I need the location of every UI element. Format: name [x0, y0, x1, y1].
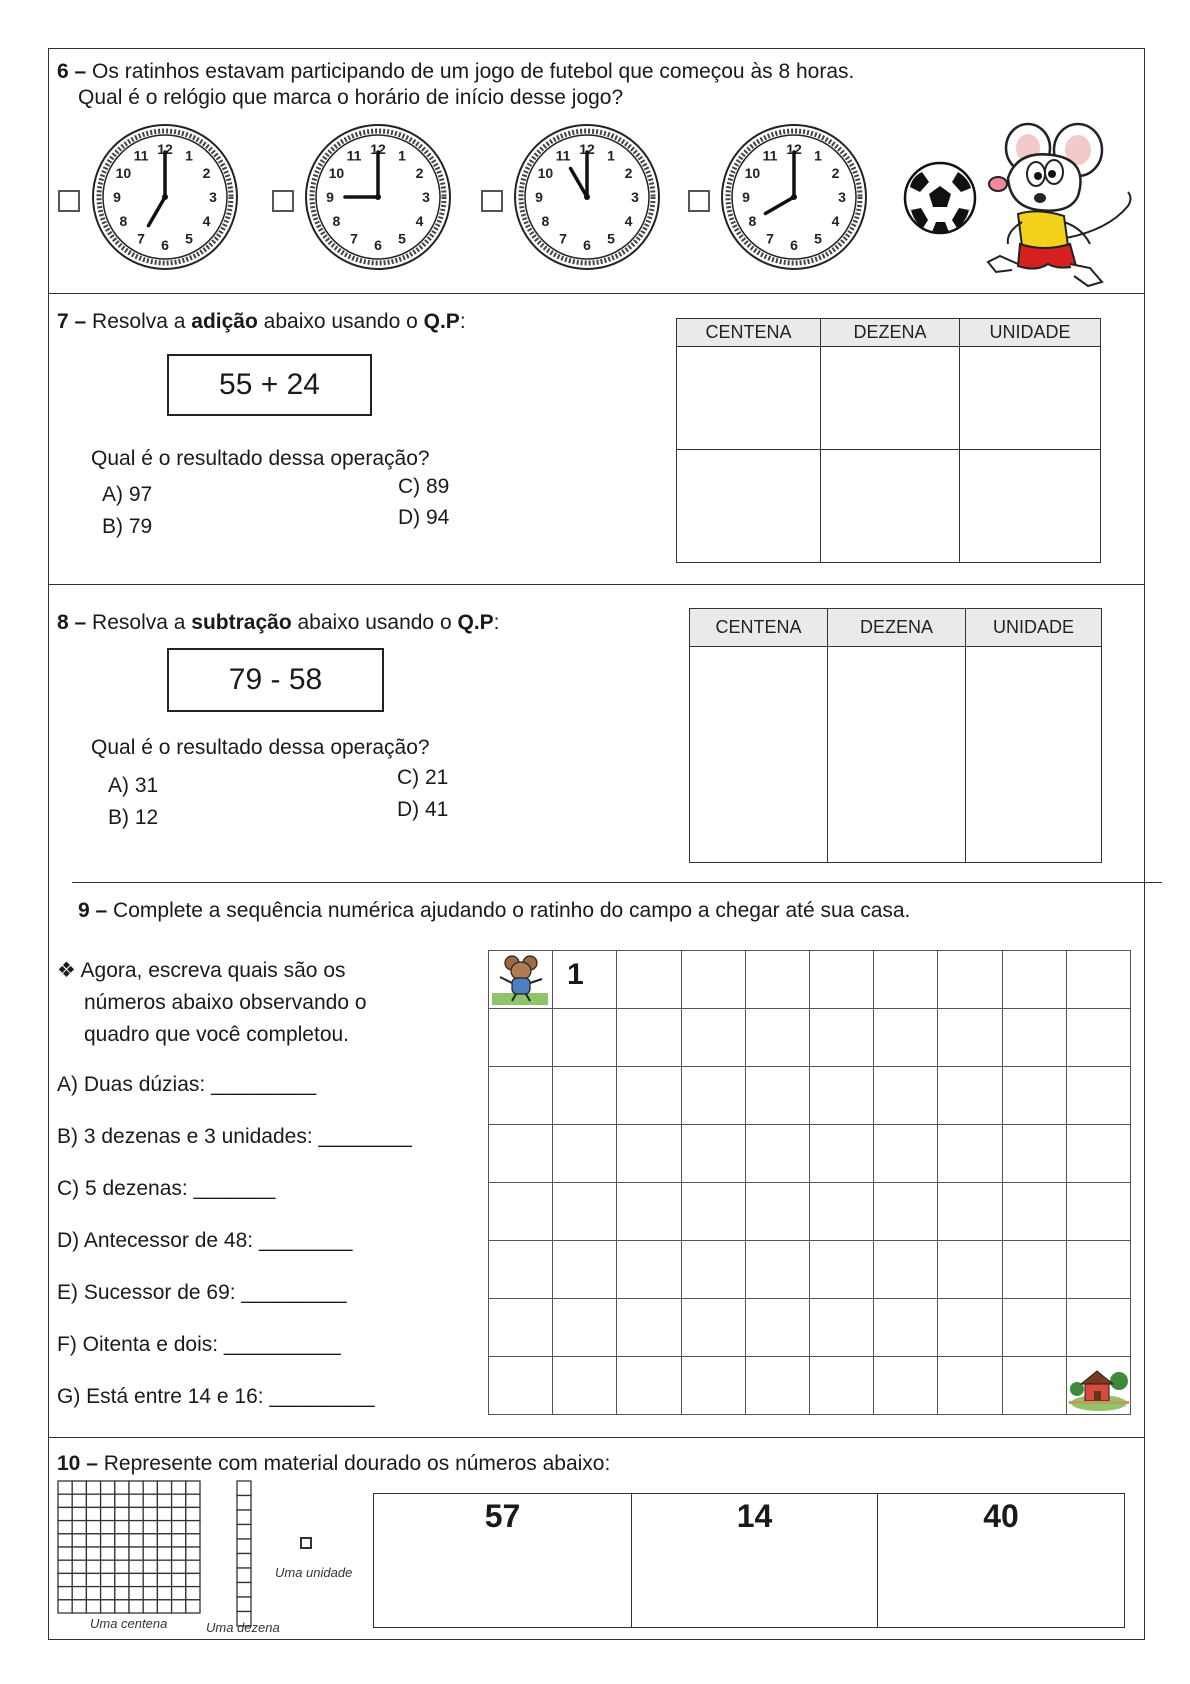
clock-numeral: 7 — [350, 230, 358, 247]
q7-option-d[interactable]: D) 94 — [398, 506, 450, 529]
grid-cell[interactable] — [617, 1183, 681, 1241]
q9-intro-line-2: números abaixo observando o — [84, 991, 367, 1014]
label-dezena: Uma dezena — [206, 1620, 280, 1635]
q10-number-cell[interactable] — [632, 1494, 878, 1628]
grid-cell[interactable] — [809, 1125, 873, 1183]
q8-header-unidade: UNIDADE — [966, 609, 1102, 647]
clock-numeral: 4 — [624, 213, 633, 229]
grid-cell[interactable] — [874, 1241, 938, 1299]
q9-intro-line-1: ❖ Agora, escreva quais são os — [57, 959, 346, 982]
grid-cell[interactable] — [809, 1357, 873, 1415]
grid-cell[interactable] — [874, 1009, 938, 1067]
grid-cell[interactable] — [489, 1299, 553, 1357]
q9-item-g[interactable]: G) Está entre 14 e 16: _________ — [57, 1385, 375, 1408]
grid-cell[interactable] — [938, 1125, 1002, 1183]
clock-numeral: 3 — [209, 189, 217, 205]
q8-header-dezena: DEZENA — [828, 609, 966, 647]
grid-cell[interactable] — [745, 1241, 809, 1299]
grid-cell[interactable] — [809, 1009, 873, 1067]
hundred-block-icon — [58, 1481, 200, 1613]
q8-place-value-table — [689, 608, 1102, 863]
clock-numeral: 1 — [607, 147, 615, 164]
clock-numeral: 2 — [624, 165, 633, 181]
grid-cell[interactable] — [489, 1241, 553, 1299]
grid-cell[interactable] — [1066, 1183, 1130, 1241]
q6-question: Qual é o relógio que marca o horário de início desse jogo? — [78, 86, 624, 109]
clock-numeral: 6 — [790, 237, 798, 253]
clock-numeral: 5 — [814, 230, 822, 247]
q6-option-checkbox-2[interactable] — [272, 190, 294, 212]
clock-numeral: 8 — [119, 213, 128, 229]
grid-cell[interactable] — [745, 1009, 809, 1067]
clock-4 — [719, 122, 869, 272]
clock-numeral: 1 — [814, 147, 822, 164]
unit-cube-icon — [300, 1537, 312, 1549]
q7-cell[interactable] — [677, 347, 821, 450]
clock-numeral: 5 — [607, 230, 615, 247]
field-mouse-icon — [492, 953, 548, 1005]
grid-cell[interactable] — [1066, 1299, 1130, 1357]
q10-number-cell[interactable] — [374, 1494, 632, 1628]
q6-statement: 6 – Os ratinhos estavam participando de um jogo de futebol que começou às 8 horas. — [57, 60, 855, 83]
divider — [48, 293, 1145, 294]
q7-cell[interactable] — [821, 450, 960, 563]
grid-cell[interactable] — [938, 1067, 1002, 1125]
grid-cell[interactable] — [1002, 1125, 1066, 1183]
grid-cell[interactable] — [681, 1357, 745, 1415]
q7-header-centena: CENTENA — [677, 319, 821, 347]
clock-numeral: 3 — [631, 189, 639, 205]
q8-expression-box: 79 - 58 — [167, 648, 384, 712]
q9-intro-line-3: quadro que você completou. — [84, 1023, 350, 1046]
q10-statement: 10 – Represente com material dourado os números abaixo: — [57, 1452, 611, 1475]
grid-cell[interactable] — [553, 1241, 617, 1299]
grid-cell[interactable] — [874, 951, 938, 1009]
clock-numeral: 1 — [185, 147, 193, 164]
grid-cell[interactable] — [617, 1125, 681, 1183]
q8-statement: 8 – Resolva a subtração abaixo usando o Q.P: — [57, 611, 500, 634]
q10-number: 40 — [983, 1498, 1019, 1534]
clock-numeral: 2 — [202, 165, 211, 181]
grid-cell[interactable] — [681, 1299, 745, 1357]
q9-item-c[interactable]: C) 5 dezenas: _______ — [57, 1177, 276, 1200]
grid-cell[interactable] — [553, 1067, 617, 1125]
q7-option-b[interactable]: B) 79 — [102, 515, 153, 538]
grid-cell[interactable] — [553, 1183, 617, 1241]
grid-cell[interactable] — [1002, 951, 1066, 1009]
q7-cell[interactable] — [960, 347, 1101, 450]
grid-cell[interactable] — [617, 1067, 681, 1125]
clock-numeral: 10 — [328, 165, 345, 181]
grid-cell[interactable] — [874, 1183, 938, 1241]
grid-start-number: 1 — [567, 958, 584, 991]
grid-cell[interactable] — [1002, 1357, 1066, 1415]
grid-cell[interactable] — [938, 1183, 1002, 1241]
grid-cell[interactable] — [745, 1299, 809, 1357]
clock-numeral: 8 — [541, 213, 550, 229]
q8-option-a[interactable]: A) 31 — [108, 774, 159, 797]
clock-numeral: 6 — [374, 237, 382, 253]
grid-cell[interactable] — [745, 1183, 809, 1241]
grid-cell[interactable] — [553, 1357, 617, 1415]
clock-numeral: 5 — [398, 230, 406, 247]
number-sequence-grid — [488, 950, 1131, 1415]
grid-cell[interactable] — [938, 951, 1002, 1009]
q10-number: 14 — [736, 1498, 773, 1534]
q8-option-b[interactable]: B) 12 — [108, 806, 159, 829]
grid-cell[interactable] — [489, 1009, 553, 1067]
q8-cell[interactable] — [828, 647, 966, 863]
q7-header-dezena: DEZENA — [821, 319, 960, 347]
q8-option-c[interactable]: C) 21 — [397, 766, 449, 789]
grid-cell[interactable] — [809, 1067, 873, 1125]
grid-cell[interactable] — [617, 1241, 681, 1299]
clock-numeral: 12 — [157, 141, 173, 157]
clock-numeral: 4 — [415, 213, 424, 229]
clock-numeral: 4 — [831, 213, 840, 229]
q10-numbers-table — [373, 1493, 1125, 1628]
q9-item-b[interactable]: B) 3 dezenas e 3 unidades: ________ — [57, 1125, 412, 1148]
clock-numeral: 1 — [398, 147, 406, 164]
clock-numeral: 2 — [415, 165, 424, 181]
grid-cell[interactable] — [1002, 1299, 1066, 1357]
q6-option-checkbox-3[interactable] — [481, 190, 503, 212]
clock-numeral: 11 — [346, 147, 362, 164]
grid-cell[interactable] — [489, 1183, 553, 1241]
q8-header-centena: CENTENA — [690, 609, 828, 647]
clock-numeral: 10 — [537, 165, 554, 181]
clock-1 — [90, 122, 240, 272]
clock-numeral: 7 — [766, 230, 774, 247]
soccer-ball-icon — [902, 160, 978, 236]
grid-cell[interactable] — [1066, 1009, 1130, 1067]
clock-3 — [512, 122, 662, 272]
clock-numeral: 2 — [831, 165, 840, 181]
grid-cell[interactable] — [938, 1357, 1002, 1415]
grid-cell[interactable] — [745, 1067, 809, 1125]
q7-statement: 7 – Resolva a adição abaixo usando o Q.P: — [57, 310, 466, 333]
grid-cell[interactable] — [553, 1299, 617, 1357]
grid-cell[interactable] — [553, 1009, 617, 1067]
grid-cell[interactable] — [617, 1299, 681, 1357]
clock-numeral: 5 — [185, 230, 193, 247]
grid-cell[interactable] — [1066, 1067, 1130, 1125]
q6-option-checkbox-4[interactable] — [688, 190, 710, 212]
q9-item-d[interactable]: D) Antecessor de 48: ________ — [57, 1229, 353, 1252]
q7-option-c[interactable]: C) 89 — [398, 475, 450, 498]
q9-item-a[interactable]: A) Duas dúzias: _________ — [57, 1073, 317, 1096]
q7-header-unidade: UNIDADE — [960, 319, 1101, 347]
grid-cell[interactable] — [938, 1009, 1002, 1067]
grid-cell[interactable] — [1066, 951, 1130, 1009]
q7-question: Qual é o resultado dessa operação? — [91, 447, 430, 470]
running-mouse-icon — [978, 118, 1138, 290]
clock-numeral: 9 — [113, 189, 121, 205]
clock-numeral: 12 — [786, 141, 802, 157]
clock-numeral: 4 — [202, 213, 211, 229]
grid-cell[interactable] — [617, 1009, 681, 1067]
divider — [48, 1437, 1145, 1438]
grid-cell[interactable] — [745, 1357, 809, 1415]
grid-cell[interactable] — [681, 1009, 745, 1067]
grid-cell[interactable] — [553, 1125, 617, 1183]
q7-expression-box: 55 + 24 — [167, 354, 372, 416]
grid-cell[interactable] — [874, 1125, 938, 1183]
clock-numeral: 11 — [762, 147, 778, 164]
clock-numeral: 9 — [535, 189, 543, 205]
clock-numeral: 3 — [422, 189, 430, 205]
grid-cell[interactable] — [1002, 1241, 1066, 1299]
label-centena: Uma centena — [90, 1616, 168, 1631]
grid-cell[interactable] — [1002, 1183, 1066, 1241]
label-unidade: Uma unidade — [275, 1565, 353, 1580]
q7-cell[interactable] — [821, 347, 960, 450]
grid-cell[interactable] — [553, 951, 617, 1009]
q7-cell[interactable] — [960, 450, 1101, 563]
clock-numeral: 7 — [559, 230, 567, 247]
grid-cell[interactable] — [1066, 1241, 1130, 1299]
q8-question: Qual é o resultado dessa operação? — [91, 736, 430, 759]
grid-cell[interactable] — [489, 1067, 553, 1125]
q10-number: 57 — [484, 1498, 521, 1534]
clock-numeral: 6 — [161, 237, 169, 253]
base-ten-blocks — [57, 1480, 207, 1620]
clock-numeral: 11 — [133, 147, 149, 164]
grid-cell[interactable] — [617, 1357, 681, 1415]
clock-numeral: 7 — [137, 230, 145, 247]
q6-option-checkbox-1[interactable] — [58, 190, 80, 212]
clock-numeral: 10 — [115, 165, 132, 181]
grid-cell[interactable] — [489, 1125, 553, 1183]
divider — [72, 882, 1162, 883]
q9-item-e[interactable]: E) Sucessor de 69: _________ — [57, 1281, 347, 1304]
grid-cell[interactable] — [874, 1357, 938, 1415]
grid-cell[interactable] — [745, 1125, 809, 1183]
grid-cell[interactable] — [745, 951, 809, 1009]
grid-cell[interactable] — [617, 951, 681, 1009]
grid-cell[interactable] — [809, 951, 873, 1009]
q7-cell[interactable] — [677, 450, 821, 563]
divider — [48, 584, 1145, 585]
clock-numeral: 8 — [332, 213, 341, 229]
bullet-icon: ❖ — [57, 959, 76, 982]
grid-cell[interactable] — [681, 1125, 745, 1183]
grid-cell[interactable] — [874, 1299, 938, 1357]
grid-cell[interactable] — [681, 1241, 745, 1299]
clock-numeral: 8 — [748, 213, 757, 229]
clock-2 — [303, 122, 453, 272]
grid-cell[interactable] — [681, 1067, 745, 1125]
grid-cell[interactable] — [1002, 1067, 1066, 1125]
q8-cell[interactable] — [690, 647, 828, 863]
clock-numeral: 3 — [838, 189, 846, 205]
grid-cell[interactable] — [874, 1067, 938, 1125]
clock-numeral: 9 — [326, 189, 334, 205]
clock-numeral: 12 — [579, 141, 595, 157]
grid-cell[interactable] — [938, 1299, 1002, 1357]
grid-cell[interactable] — [1002, 1009, 1066, 1067]
clock-numeral: 6 — [583, 237, 591, 253]
q9-statement: 9 – Complete a sequência numérica ajudando o ratinho do campo a chegar até sua casa. — [78, 899, 911, 922]
clock-numeral: 10 — [744, 165, 761, 181]
q9-item-f[interactable]: F) Oitenta e dois: __________ — [57, 1333, 341, 1356]
grid-cell[interactable] — [809, 1241, 873, 1299]
grid-cell[interactable] — [1066, 1125, 1130, 1183]
q10-number-cell[interactable] — [878, 1494, 1125, 1628]
grid-cell[interactable] — [681, 951, 745, 1009]
q8-cell[interactable] — [966, 647, 1102, 863]
q7-place-value-table — [676, 318, 1101, 563]
q8-option-d[interactable]: D) 41 — [397, 798, 449, 821]
grid-cell[interactable] — [938, 1241, 1002, 1299]
clock-numeral: 11 — [555, 147, 571, 164]
q7-option-a[interactable]: A) 97 — [102, 483, 153, 506]
grid-cell[interactable] — [809, 1183, 873, 1241]
house-icon — [1069, 1361, 1129, 1413]
clock-numeral: 9 — [742, 189, 750, 205]
clock-numeral: 12 — [370, 141, 386, 157]
grid-cell[interactable] — [681, 1183, 745, 1241]
grid-cell[interactable] — [489, 1357, 553, 1415]
grid-cell[interactable] — [809, 1299, 873, 1357]
ten-rod-icon — [235, 1480, 255, 1640]
